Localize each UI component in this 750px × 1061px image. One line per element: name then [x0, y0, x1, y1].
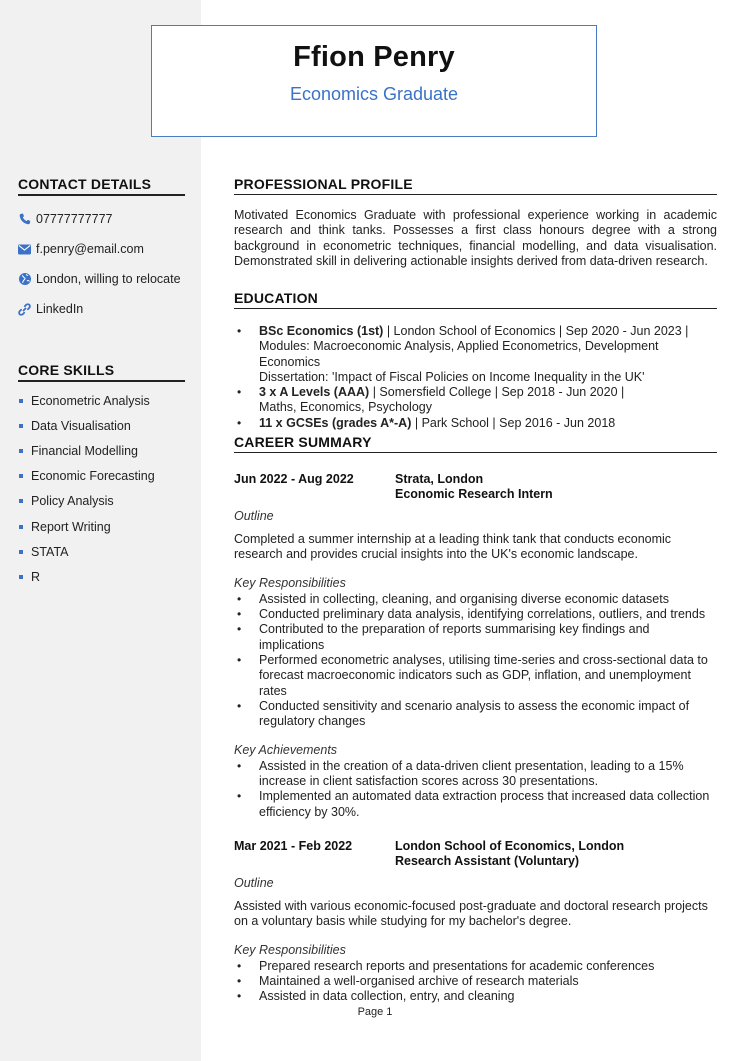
contact-linkedin: [18, 294, 185, 324]
skill-item: Policy Analysis: [18, 489, 185, 514]
contact-location: [18, 264, 185, 294]
education-section: [234, 290, 717, 431]
skills-section: [18, 362, 185, 590]
responsibilities-label: Key Responsibilities: [234, 943, 346, 958]
skill-item: Data Visualisation: [18, 413, 185, 438]
responsibility-item: • Assisted in collecting, cleaning, and organising diverse economic datasets: [234, 592, 717, 607]
candidate-name: Ffion Penry: [293, 41, 455, 73]
skills-heading: CORE SKILLS: [18, 362, 185, 382]
skill-item: Economic Forecasting: [18, 464, 185, 489]
responsibility-item: • Conducted preliminary data analysis, identifying correlations, outliers, and trends: [234, 607, 717, 622]
achievement-item: • Assisted in the creation of a data-driven client presentation, leading to a 15% increase in client satisfaction scores across 30 presentations.: [234, 759, 717, 790]
contact-section: [18, 176, 185, 324]
education-heading: EDUCATION: [234, 290, 717, 309]
education-item: • 3 x A Levels (AAA) | Somersfield College | Sep 2018 - Jun 2020 | Maths, Economics, Psychology: [234, 385, 717, 416]
skill-item: R: [18, 564, 185, 589]
responsibility-item: • Contributed to the preparation of reports summarising key findings and implications: [234, 622, 717, 653]
candidate-role: Economics Graduate: [289, 84, 459, 104]
profile-heading: PROFESSIONAL PROFILE: [234, 176, 717, 195]
job-dates: Jun 2022 - Aug 2022: [234, 472, 354, 486]
job-header: [234, 839, 717, 870]
responsibilities-label: Key Responsibilities: [234, 576, 346, 591]
phone-icon: [18, 213, 31, 226]
career-section: [234, 434, 717, 1005]
bullet-square-icon: [19, 499, 23, 503]
education-item: • BSc Economics (1st) | London School of Economics | Sep 2020 - Jun 2023 | Modules: Macroeconomic Analysis, Applied Econometrics, Development Economics Dissertation: 'Impact of Fiscal Policies on Income Inequality in the UK': [234, 324, 717, 385]
job-entry: [234, 839, 717, 1005]
profile-text: Motivated Economics Graduate with professional experience working in academic research and think tanks. Possesses a first class honours degree with a strong background in econometric techniques, financial modelling, and data visualisation. Demonstrated skill in delivering actionable insights derived from data-driven research.: [234, 208, 717, 268]
job-title: Research Assistant (Voluntary): [395, 854, 580, 869]
job-dates: Mar 2021 - Feb 2022: [234, 838, 353, 853]
achievements-label: Key Achievements: [234, 743, 338, 758]
skill-item: Econometric Analysis: [18, 388, 185, 413]
bullet-square-icon: [19, 525, 23, 529]
career-heading: CAREER SUMMARY: [234, 434, 717, 453]
responsibility-item: • Prepared research reports and presentations for academic conferences: [234, 959, 717, 974]
job-title: Economic Research Intern: [395, 487, 553, 502]
bullet-square-icon: [19, 575, 23, 579]
globe-icon: [18, 273, 31, 286]
skill-item: Report Writing: [18, 514, 185, 539]
contact-phone: [18, 204, 185, 234]
bullet-square-icon: [19, 449, 23, 453]
job-header: [234, 472, 717, 503]
job-outline: Assisted with various economic-focused post-graduate and doctoral research projects on a voluntary basis while studying for my bachelor's degree.: [234, 898, 708, 929]
bullet-square-icon: [19, 550, 23, 554]
responsibility-item: • Conducted sensitivity and scenario analysis to assess the economic impact of regulatory changes: [234, 699, 717, 730]
contact-email-text[interactable]: f.penry@email.com: [36, 242, 144, 256]
achievement-item: • Implemented an automated data extraction process that increased data collection efficiency by 30%.: [234, 789, 717, 820]
contact-phone-text[interactable]: 07777777777: [36, 212, 113, 226]
bullet-square-icon: [19, 474, 23, 478]
skill-item: Financial Modelling: [18, 438, 185, 463]
contact-location-text: London, willing to relocate: [36, 272, 181, 286]
contact-email: [18, 234, 185, 264]
outline-label: Outline: [234, 875, 274, 890]
responsibility-item: • Maintained a well-organised archive of research materials: [234, 974, 717, 989]
job-outline: Completed a summer internship at a leading think tank that conducts economic research and provides crucial insights into the UK's economic landscape.: [234, 531, 672, 562]
skill-item: STATA: [18, 539, 185, 564]
email-icon: [18, 243, 31, 256]
link-icon: [18, 303, 31, 316]
header-box: [151, 25, 597, 137]
bullet-square-icon: [19, 424, 23, 428]
page-number: Page 1: [357, 1006, 393, 1018]
education-item: • 11 x GCSEs (grades A*-A) | Park School | Sep 2016 - Jun 2018: [234, 416, 717, 431]
job-employer: Strata, London: [395, 472, 484, 486]
contact-heading: CONTACT DETAILS: [18, 176, 185, 196]
responsibility-item: • Performed econometric analyses, utilising time-series and cross-sectional data to forecast macroeconomic indicators such as GDP, inflation, and unemployment rates: [234, 653, 717, 699]
responsibility-item: • Assisted in data collection, entry, and cleaning: [234, 989, 717, 1004]
outline-label: Outline: [234, 508, 274, 523]
bullet-square-icon: [19, 399, 23, 403]
job-entry: [234, 472, 717, 820]
job-employer: London School of Economics, London: [395, 838, 625, 853]
profile-section: [234, 176, 717, 269]
contact-linkedin-text[interactable]: LinkedIn: [36, 302, 84, 316]
